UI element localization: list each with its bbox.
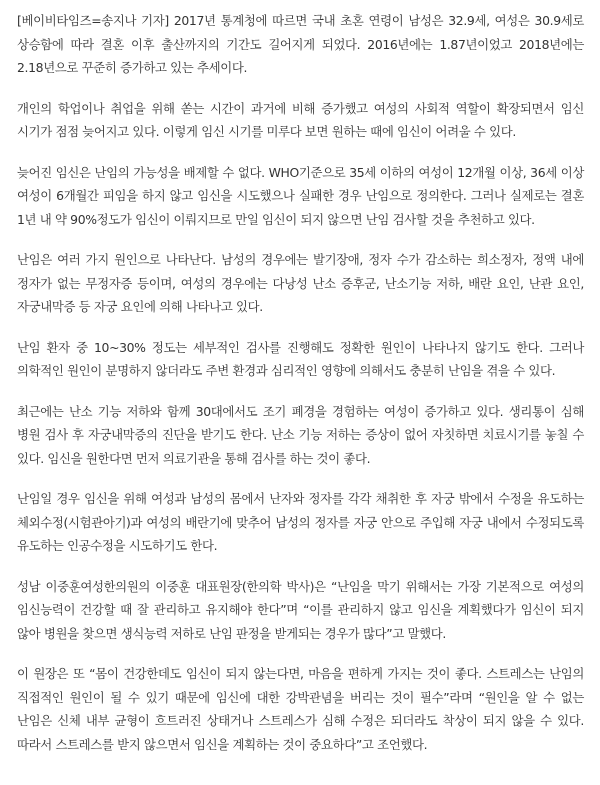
paragraph-infertility-causes: 난임은 여러 가지 원인으로 나타난다. 남성의 경우에는 발기장애, 정자 수가 감소하는 희소정자, 정액 내에 정자가 없는 무정자증 등이며, 여성의 경우에는 다낭성 난소 증후군, 난소기능 저하, 배란 요인, 난관 요인, 자궁내막증 등 자궁 요인에 의해 나타나고 있다. [17,252,584,314]
paragraph-doctor-quote: 성남 이중훈여성한의원의 이중훈 대표원장(한의학 박사)은 “난임을 막기 위해서는 가장 기본적으로 여성의 임신능력이 건강할 때 잘 관리하고 유지해야 한다”며 “이를 관리하지 않고 임신을 계획했다가 임신이 되지 않아 병원을 찾으면 생식능력 저하로 난임 판정을 받게되는 경우가 많다”고 말했다. [17,578,584,641]
paragraph-infertility-definition: 늦어진 임신은 난임의 가능성을 배제할 수 없다. WHO기준으로 35세 이하의 여성이 12개월 이상, 36세 이상 여성이 6개월간 피임을 하지 않고 임신을 시도했으나 실패한 경우 난임으로 정의한다. 그러나 실제로는 결혼 1년 내 약 90%정도가 임신이 이뤄지므로 만일 임신이 되지 않으면 난임 검사할 것을 추천하고 있다. [17,164,584,227]
paragraph-unexplained-infertility: 난임 환자 중 10~30% 정도는 세부적인 검사를 진행해도 정확한 원인이 나타나지 않기도 한다. 그러나 의학적인 원인이 분명하지 않더라도 주변 환경과 심리적인 영향에 의해서도 충분히 난임을 겪을 수 있다. [17,339,584,378]
paragraph-ovarian-function: 최근에는 난소 기능 저하와 함께 30대에서도 조기 폐경을 경험하는 여성이 증가하고 있다. 생리통이 심해 병원 검사 후 자궁내막증의 진단을 받기도 한다. 난소 기능 저하는 증상이 없어 자칫하면 치료시기를 놓칠 수 있다. 임신을 원한다면 먼저 의료기관을 통해 검사를 하는 것이 좋다. [17,403,584,466]
paragraph-intro-statistics: [베이비타임즈=송지나 기자] 2017년 통계청에 따르면 국내 초혼 연령이 남성은 32.9세, 여성은 30.9세로 상승함에 따라 결혼 이후 출산까지의 기간도 길어지게 되었다. 2016년에는 1.87년이었고 2018년에는 2.18년으로 꾸준히 증가하고 있는 추세이다. [17,13,584,75]
paragraph-delayed-pregnancy: 개인의 학업이나 취업을 위해 쏟는 시간이 과거에 비해 증가했고 여성의 사회적 역할이 확장되면서 임신 시기가 점점 늦어지고 있다. 이렇게 임신 시기를 미루다 보면 원하는 때에 임신이 어려울 수 있다. [17,100,584,139]
paragraph-treatment-methods: 난임일 경우 임신을 위해 여성과 남성의 몸에서 난자와 정자를 각각 채취한 후 자궁 밖에서 수정을 유도하는 체외수정(시험관아기)과 여성의 배란기에 맞추어 남성의 정자를 자궁 안으로 주입해 자궁 내에서 수정되도록 유도하는 인공수정을 시도하기도 한다. [17,491,584,553]
paragraph-doctor-advice: 이 원장은 또 “몸이 건강한데도 임신이 되지 않는다면, 마음을 편하게 가지는 것이 좋다. 스트레스는 난임의 직접적인 원인이 될 수 있기 때문에 임신에 대한 강박관념을 버리는 것이 필수”라며 “원인을 알 수 없는 난임은 신체 내부 균형이 흐트러진 상태거나 스트레스가 심해 수정은 되더라도 착상이 되지 않을 수 있다. 따라서 스트레스를 받지 않으면서 임신을 계획하는 것이 중요하다”고 조언했다. [17,666,584,752]
